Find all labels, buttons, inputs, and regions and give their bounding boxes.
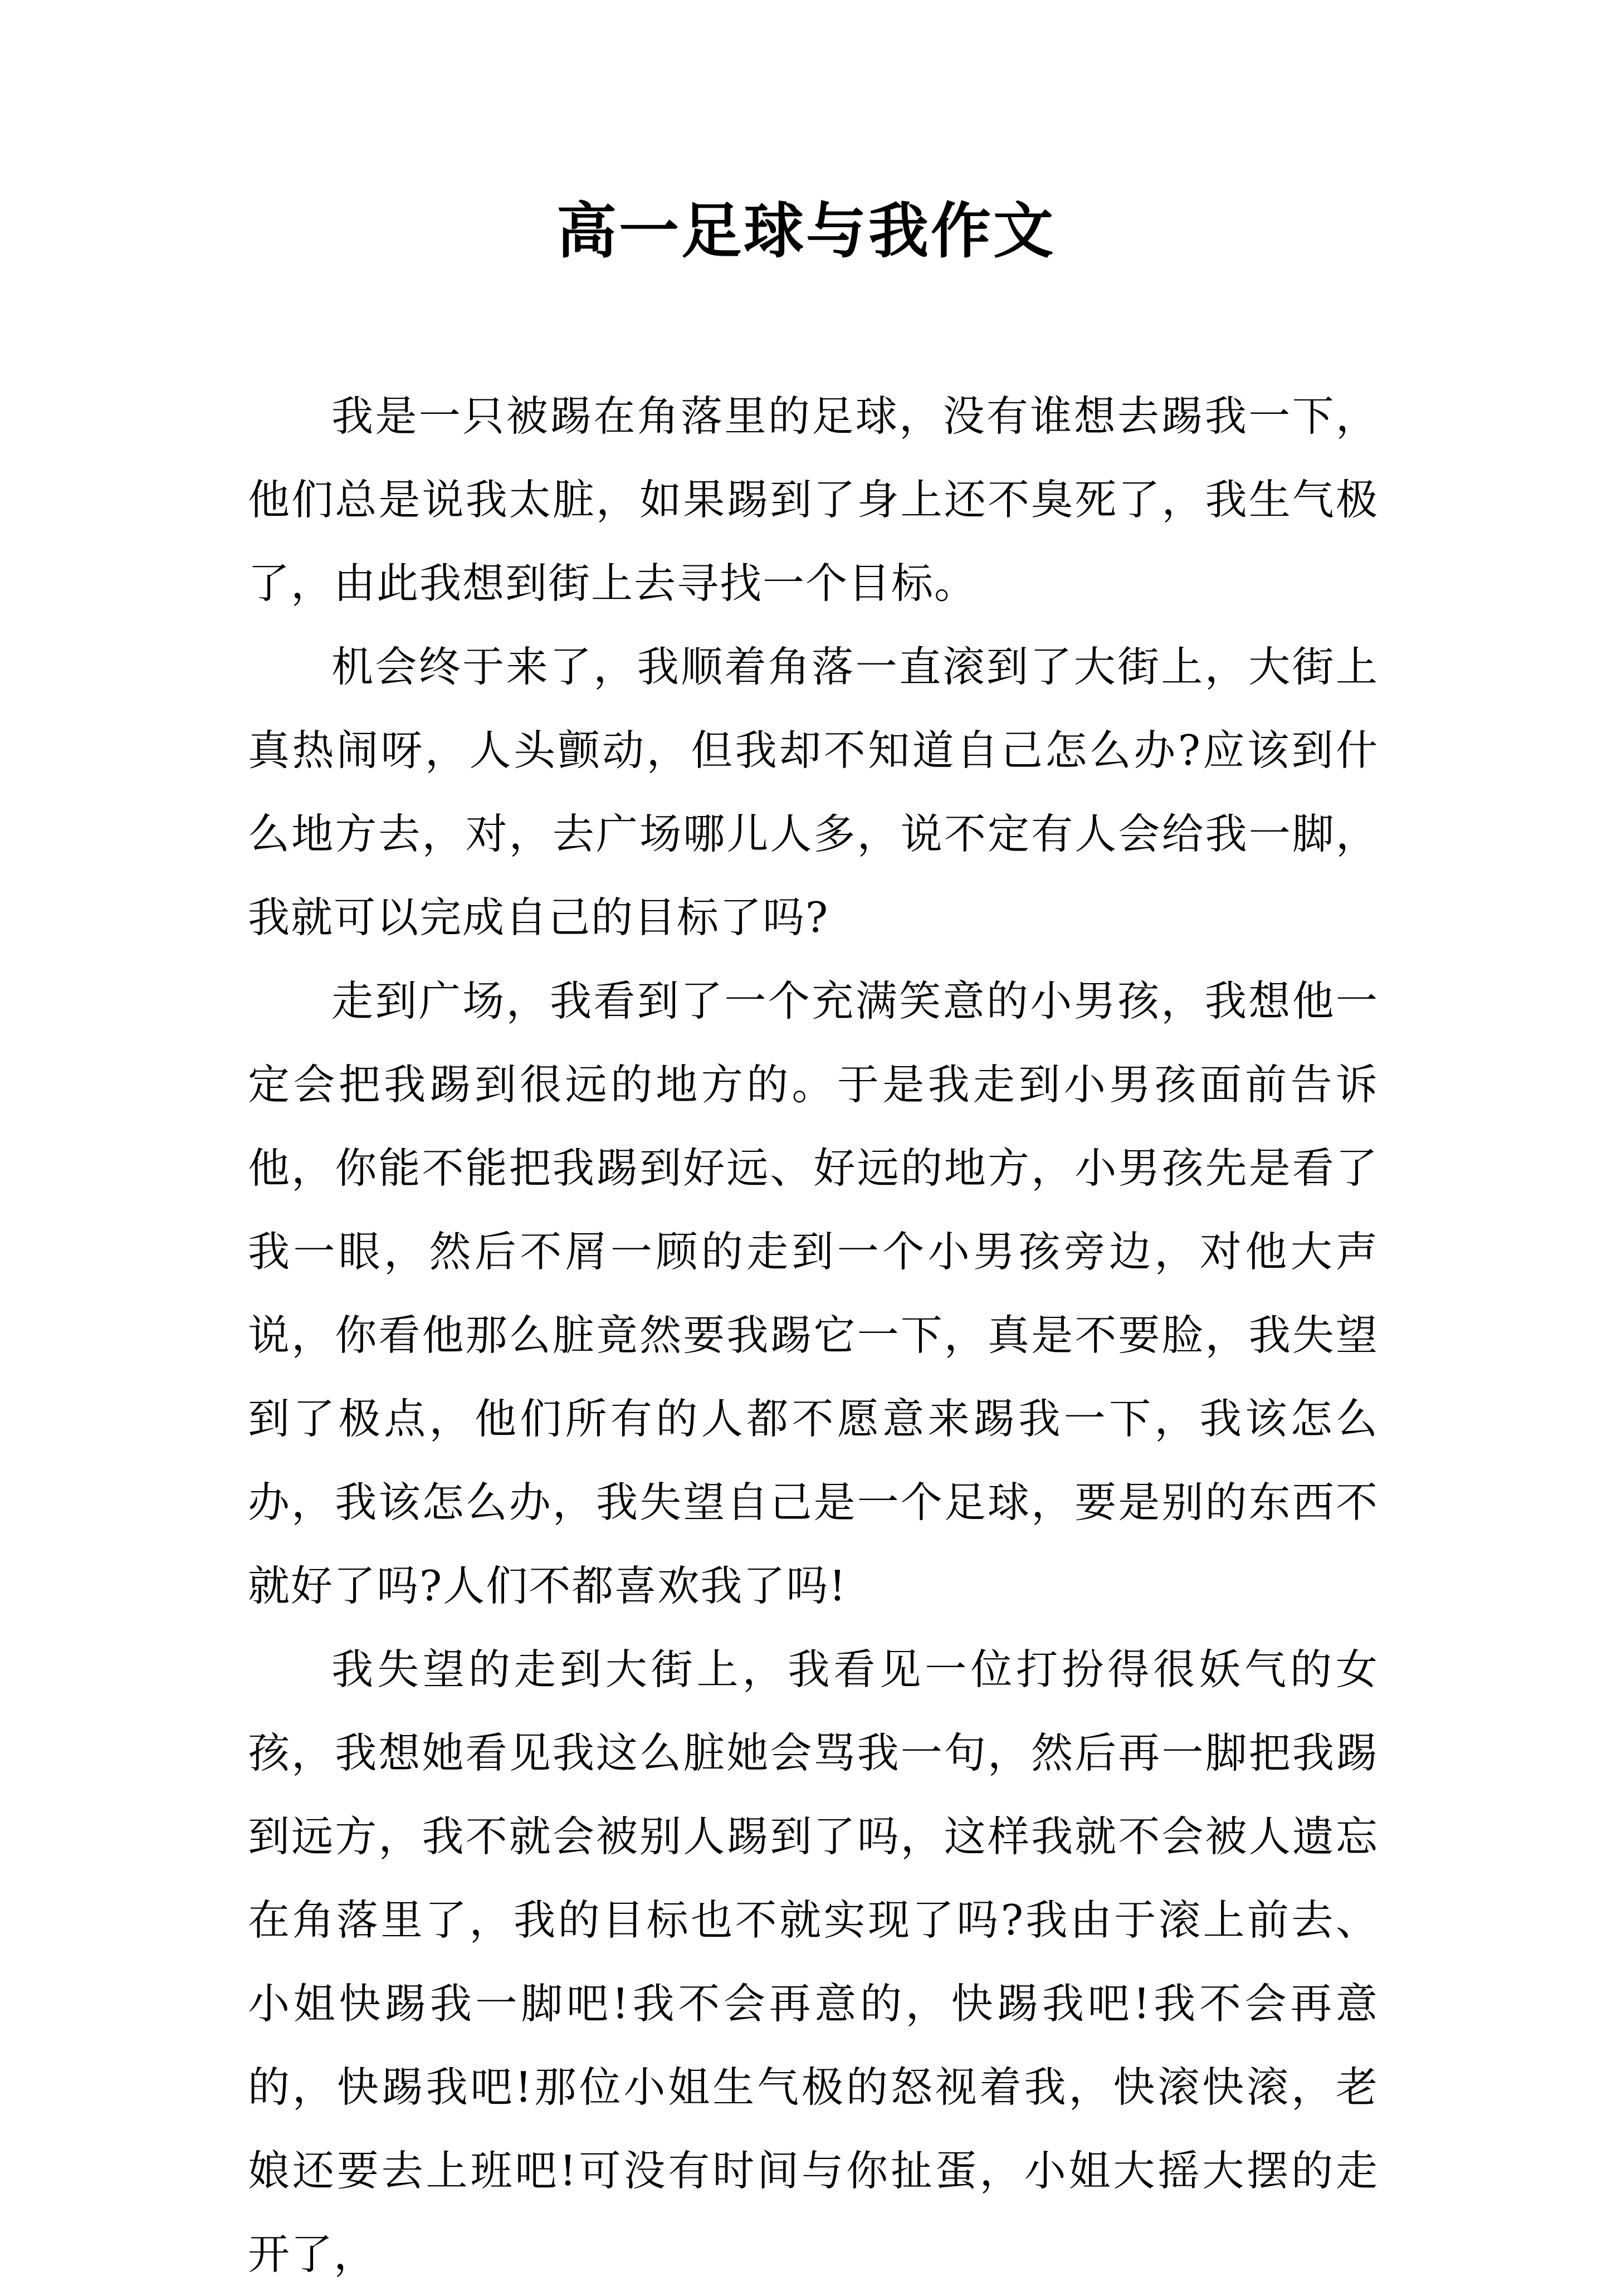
document-body (248, 374, 1379, 2296)
paragraph-3: 走到广场，我看到了一个充满笑意的小男孩，我想他一定会把我踢到很远的地方的。于是我走到小男孩面前告诉他，你能不能把我踢到好远、好远的地方，小男孩先是看了我一眼，然后不屑一顾的走到一个小男孩旁边，对他大声说，你看他那么脏竟然要我踢它一下，真是不要脸，我失望到了极点，他们所有的人都不愿意来踢我一下，我该怎么办，我该怎么办，我失望自己是一个足球，要是别的东西不就好了吗?人们不都喜欢我了吗! (248, 976, 1379, 1610)
paragraph-4: 我失望的走到大街上，我看见一位打扮得很妖气的女孩，我想她看见我这么脏她会骂我一句，然后再一脚把我踢到远方，我不就会被别人踢到了吗，这样我就不会被人遗忘在角落里了，我的目标也不就实现了吗?我由于滚上前去、小姐快踢我一脚吧!我不会再意的，快踢我吧!我不会再意的，快踢我吧!那位小姐生气极的怒视着我，快滚快滚，老娘还要去上班吧!可没有时间与你扯蛋，小姐大摇大摆的走开了， (248, 1645, 1379, 2279)
document-title: 高一足球与我作文 (556, 196, 1056, 266)
paragraph-1: 我是一只被踢在角落里的足球，没有谁想去踢我一下，他们总是说我太脏，如果踢到了身上还不臭死了，我生气极了，由此我想到街上去寻找一个目标。 (248, 392, 1379, 608)
paragraph-2: 机会终于来了，我顺着角落一直滚到了大街上，大街上真热闹呀，人头颤动，但我却不知道自己怎么办?应该到什么地方去，对，去广场哪儿人多，说不定有人会给我一脚，我就可以完成自己的目标了吗? (248, 642, 1379, 942)
